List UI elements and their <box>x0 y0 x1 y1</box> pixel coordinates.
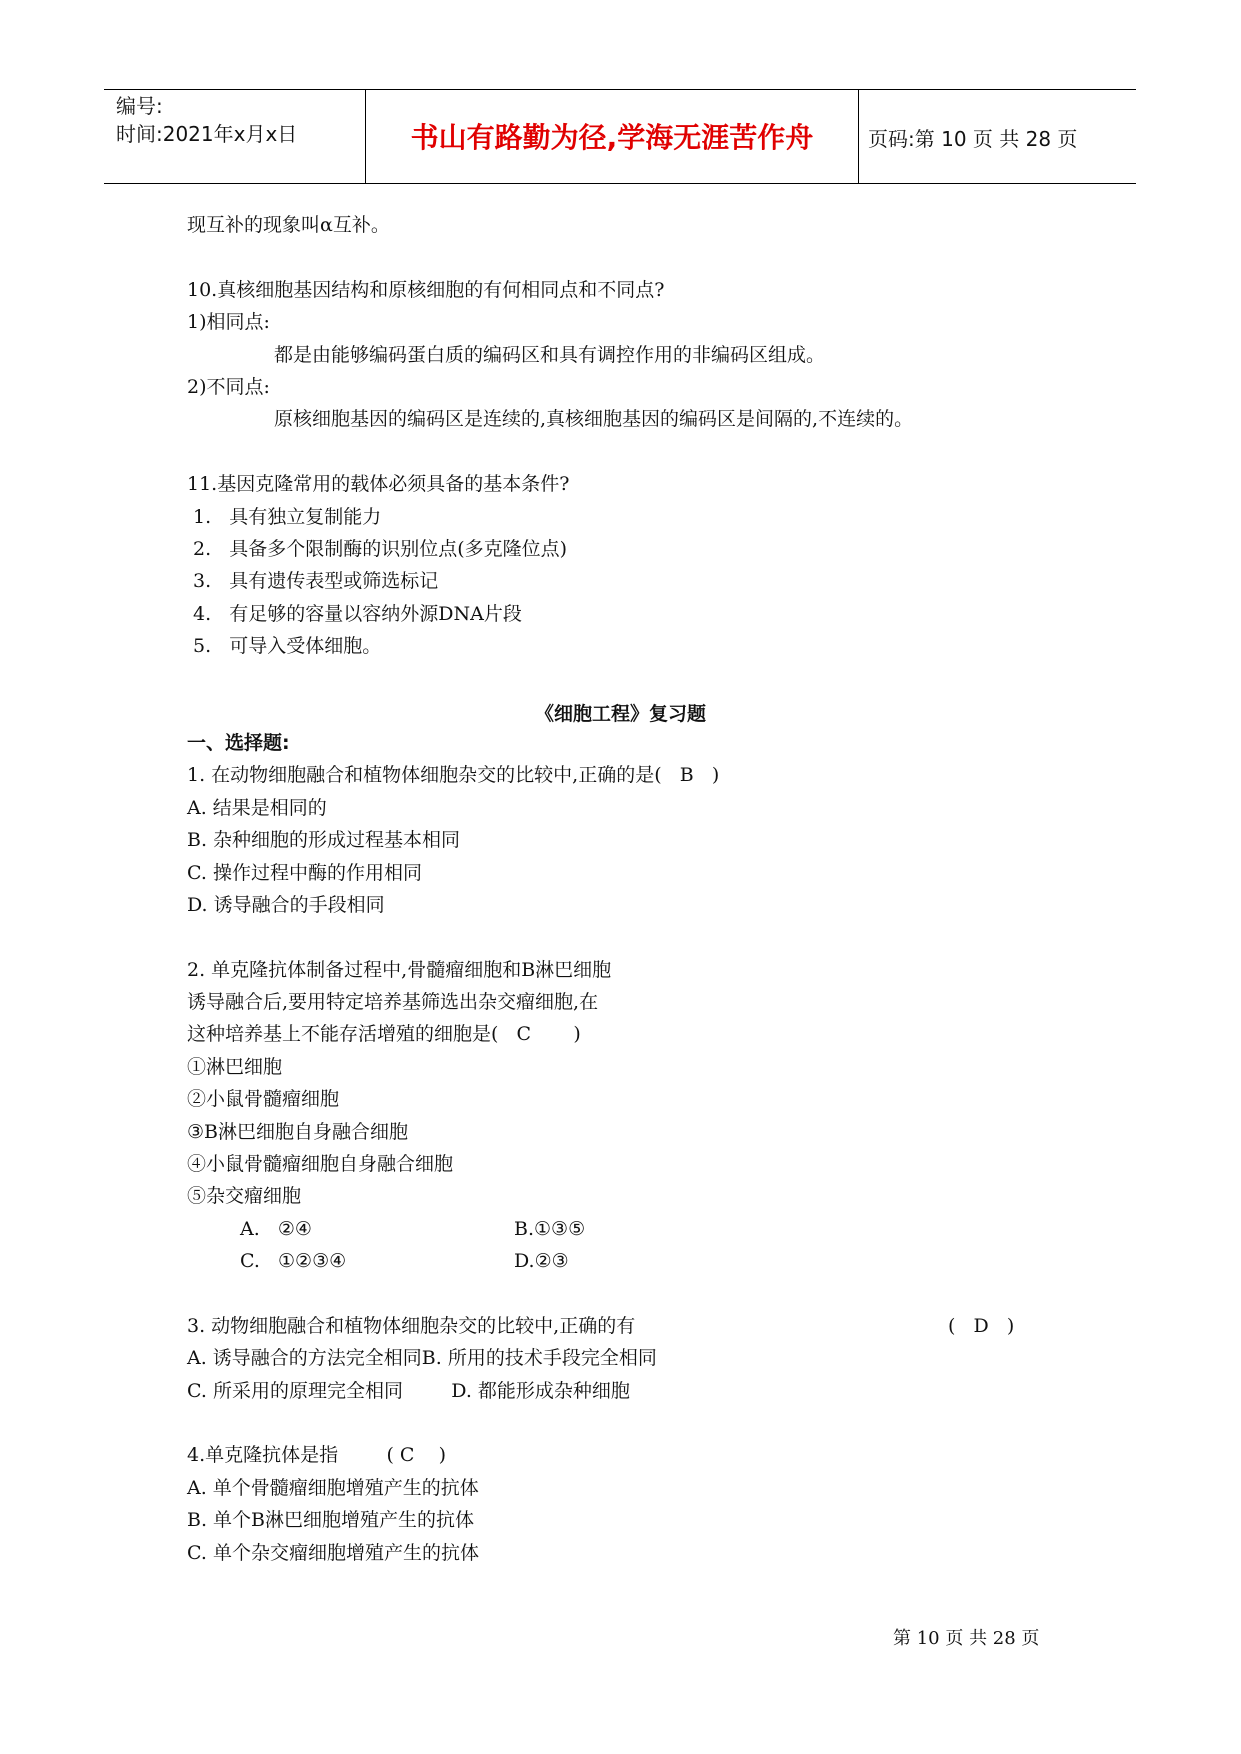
option: A. 诱导融合的方法完全相同B. 所用的技术手段完全相同 <box>187 1347 657 1369</box>
text-line: 现互补的现象叫α互补。 <box>187 214 390 236</box>
section-title: 《细胞工程》复习题 <box>534 703 706 725</box>
option: A. 结果是相同的 <box>187 797 327 819</box>
list-item: ③B淋巴细胞自身融合细胞 <box>187 1121 408 1143</box>
list-item: 5. 可导入受体细胞。 <box>193 635 382 657</box>
option: C. 所采用的原理完全相同 D. 都能形成杂种细胞 <box>187 1380 630 1402</box>
list-item: 3. 具有遗传表型或筛选标记 <box>193 570 439 592</box>
question-heading: 10.真核细胞基因结构和原核细胞的有何相同点和不同点? <box>187 279 665 301</box>
list-item: 1. 具有独立复制能力 <box>193 506 382 528</box>
list-item: 4. 有足够的容量以容纳外源DNA片段 <box>193 603 522 625</box>
question-stem: 4.单克隆抗体是指 ( C ) <box>187 1444 447 1466</box>
option: C. 单个杂交瘤细胞增殖产生的抗体 <box>187 1542 479 1564</box>
question-stem: 诱导融合后,要用特定培养基筛选出杂交瘤细胞,在 <box>187 991 599 1013</box>
page-header <box>104 89 1136 184</box>
list-item: ④小鼠骨髓瘤细胞自身融合细胞 <box>187 1153 454 1175</box>
header-divider <box>858 90 859 183</box>
question-stem: 2. 单克隆抗体制备过程中,骨髓瘤细胞和B淋巴细胞 <box>187 959 612 981</box>
time-label: 时间:2021年x月x日 <box>116 122 298 146</box>
question-heading: 11.基因克隆常用的载体必须具备的基本条件? <box>187 473 570 495</box>
option: A. 单个骨髓瘤细胞增殖产生的抗体 <box>187 1477 479 1499</box>
page-footer: 第 10 页 共 28 页 <box>893 1628 1040 1649</box>
option: B. 杂种细胞的形成过程基本相同 <box>187 829 461 851</box>
option: B. 单个B淋巴细胞增殖产生的抗体 <box>187 1509 475 1531</box>
header-motto: 书山有路勤为径,学海无涯苦作舟 <box>410 121 814 154</box>
header-page-label: 页码:第 10 页 共 28 页 <box>868 127 1078 151</box>
question-stem: 这种培养基上不能存活增殖的细胞是( C ) <box>187 1023 581 1045</box>
question-stem: 1. 在动物细胞融合和植物体细胞杂交的比较中,正确的是( B ) <box>187 764 720 786</box>
option: A. ②④ <box>240 1218 312 1240</box>
text-line: 1)相同点: <box>187 311 270 333</box>
header-left <box>116 92 297 148</box>
option: D. 诱导融合的手段相同 <box>187 894 385 916</box>
subsection-heading: 一、选择题: <box>187 732 290 754</box>
list-item: ①淋巴细胞 <box>187 1056 283 1078</box>
question-stem: 3. 动物细胞融合和植物体细胞杂交的比较中,正确的有 <box>187 1315 636 1337</box>
option: C. ①②③④ <box>240 1250 347 1272</box>
option: B.①③⑤ <box>514 1218 586 1240</box>
list-item: 2. 具备多个限制酶的识别位点(多克隆位点) <box>193 538 568 560</box>
list-item: ⑤杂交瘤细胞 <box>187 1185 302 1207</box>
text-line: 都是由能够编码蛋白质的编码区和具有调控作用的非编码区组成。 <box>274 344 826 366</box>
question-answer: ( D ) <box>948 1315 1015 1337</box>
option: C. 操作过程中酶的作用相同 <box>187 862 422 884</box>
list-item: ②小鼠骨髓瘤细胞 <box>187 1088 340 1110</box>
number-label: 编号: <box>116 94 163 118</box>
text-line: 2)不同点: <box>187 376 270 398</box>
option: D.②③ <box>514 1250 569 1272</box>
text-line: 原核细胞基因的编码区是连续的,真核细胞基因的编码区是间隔的,不连续的。 <box>274 408 914 430</box>
